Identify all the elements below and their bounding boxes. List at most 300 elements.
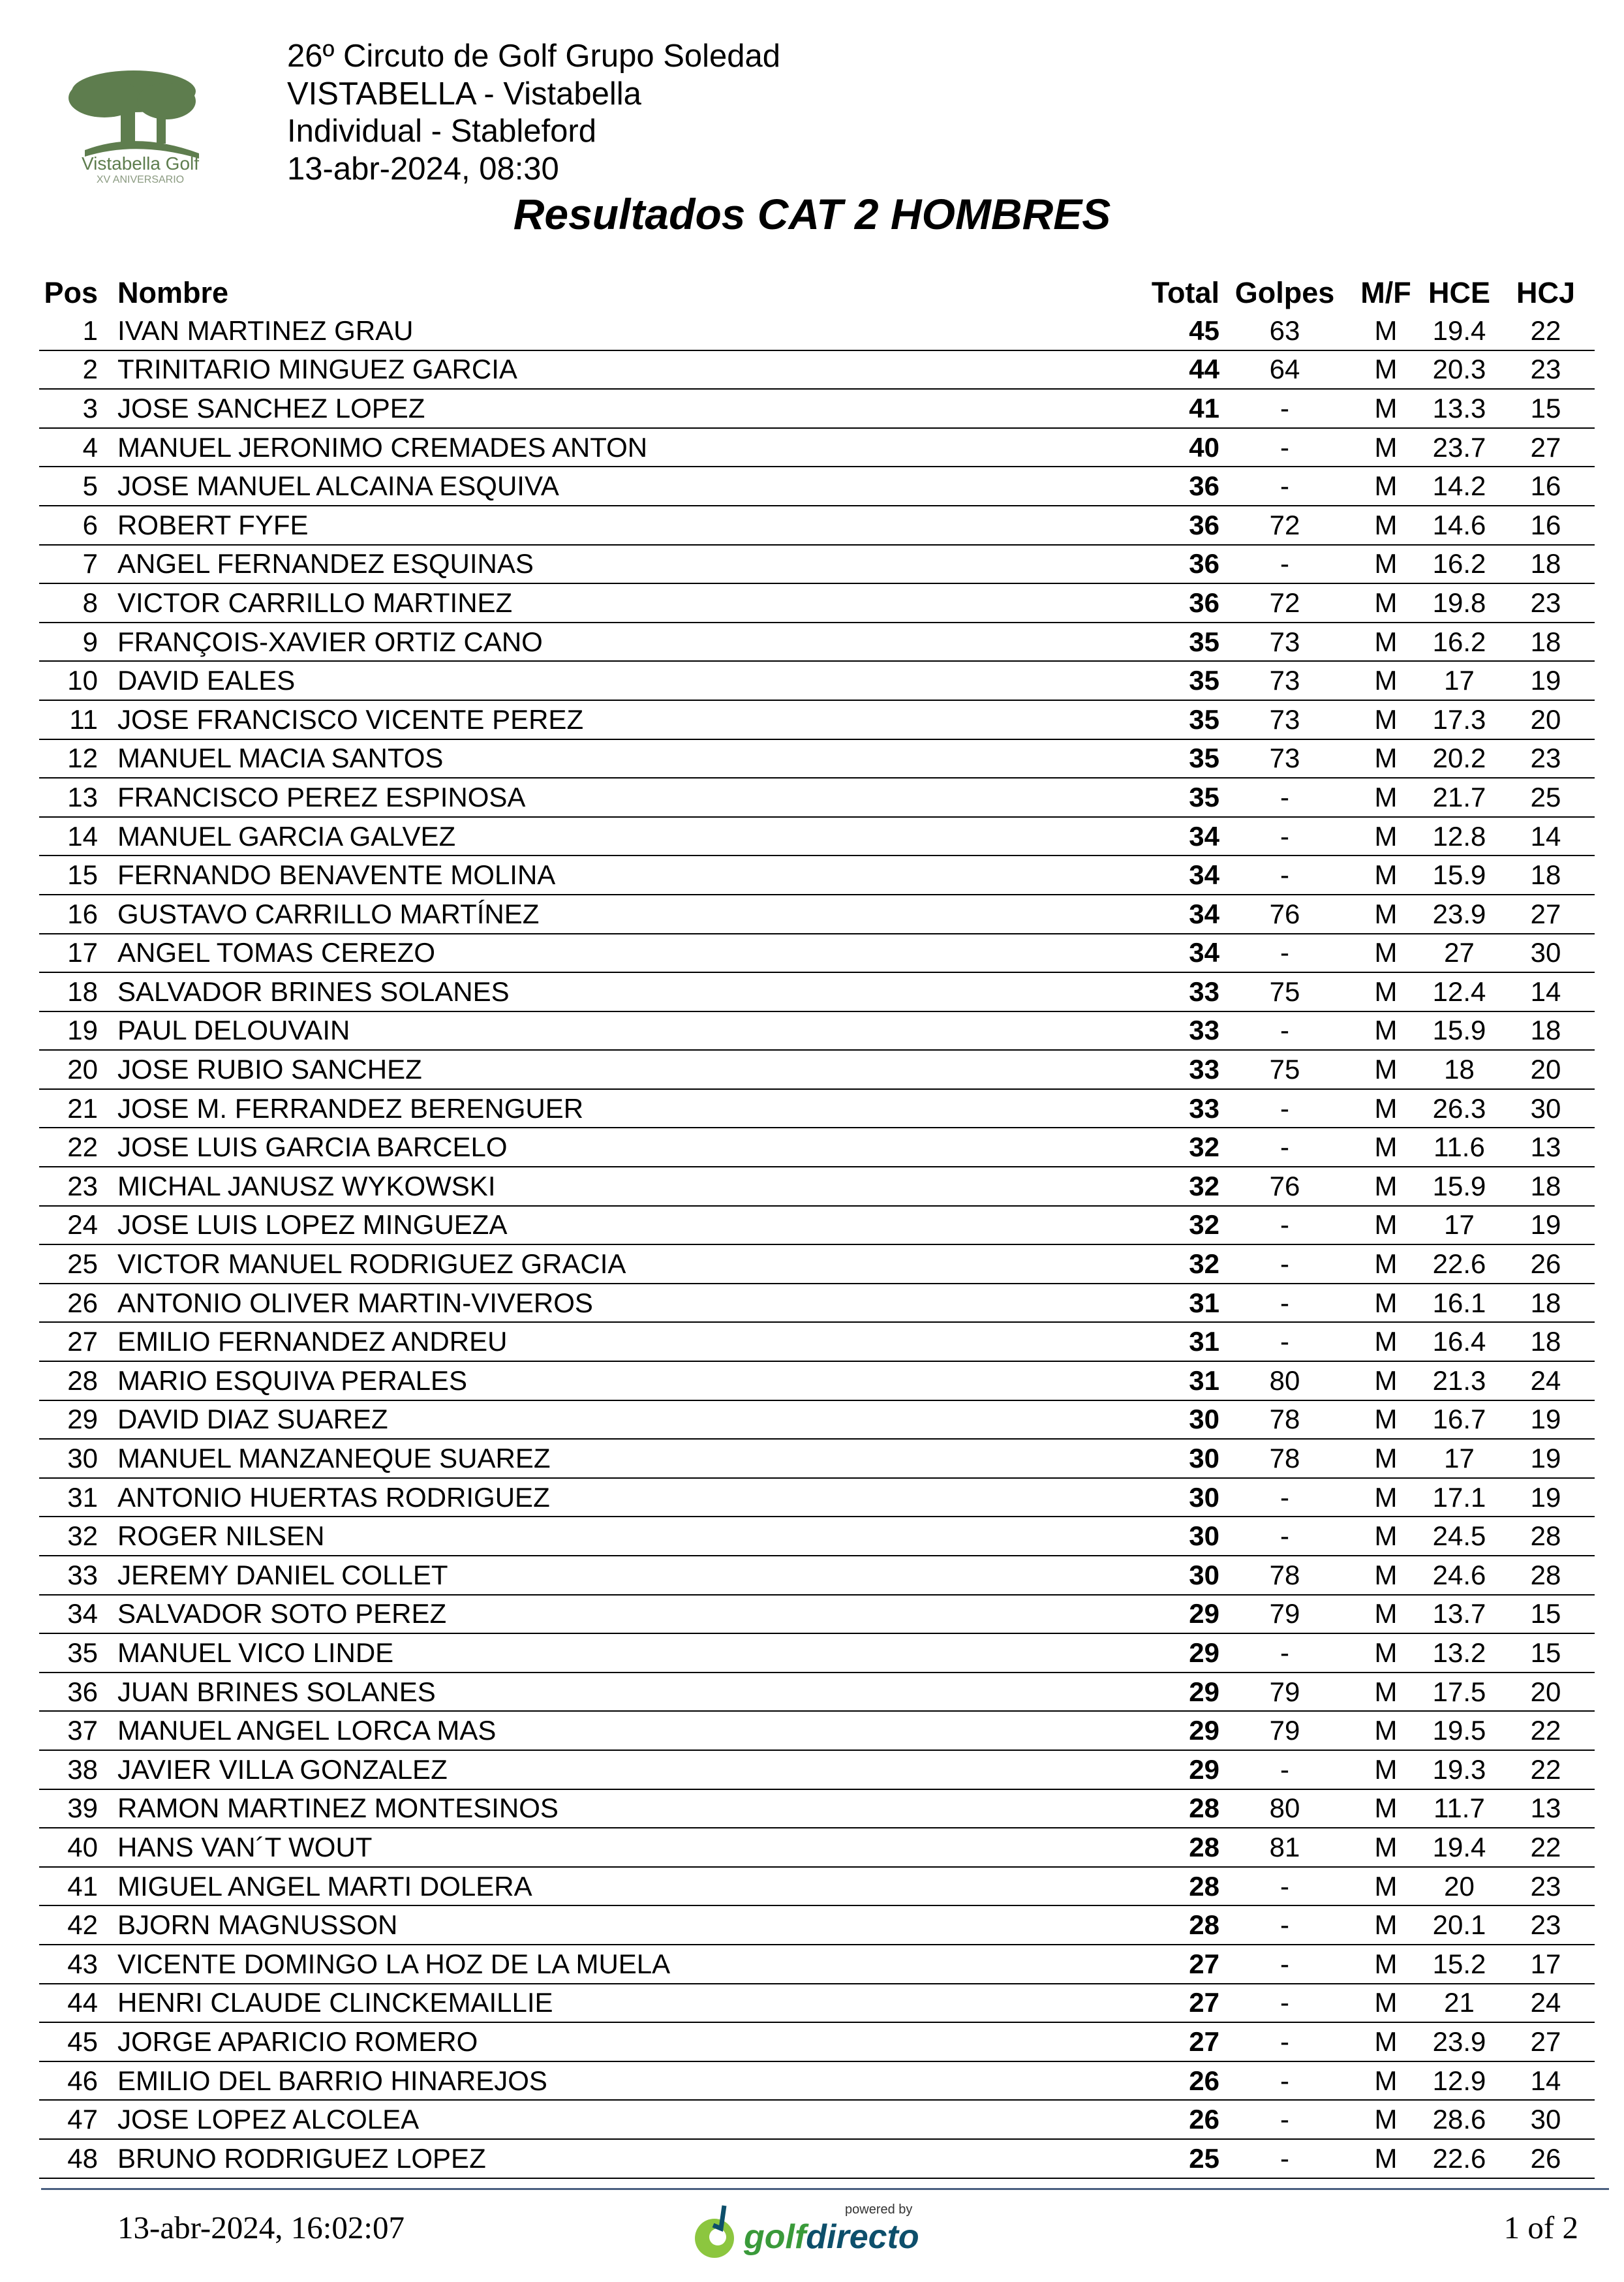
cell-hcj: 15 — [1497, 389, 1595, 428]
cell-hcj: 18 — [1497, 1284, 1595, 1323]
cell-hce: 22.6 — [1422, 1244, 1497, 1284]
cell-pos: 5 — [39, 467, 98, 506]
table-row — [39, 545, 1595, 584]
cell-total: 35 — [1135, 739, 1219, 779]
cell-hce: 15.9 — [1422, 1011, 1497, 1051]
cell-golpes: 78 — [1219, 1439, 1350, 1478]
cell-nombre: JOSE RUBIO SANCHEZ — [98, 1050, 1135, 1089]
cell-pos: 41 — [39, 1867, 98, 1906]
cell-hcj: 28 — [1497, 1517, 1595, 1556]
cell-pos: 46 — [39, 2061, 98, 2101]
cell-hcj: 14 — [1497, 2061, 1595, 2101]
cell-total: 32 — [1135, 1128, 1219, 1167]
cell-total: 33 — [1135, 972, 1219, 1011]
cell-total: 40 — [1135, 428, 1219, 467]
cell-total: 26 — [1135, 2100, 1219, 2139]
cell-total: 33 — [1135, 1050, 1219, 1089]
cell-hce: 17 — [1422, 1206, 1497, 1245]
cell-hcj: 19 — [1497, 1206, 1595, 1245]
cell-total: 27 — [1135, 2022, 1219, 2061]
cell-mf: M — [1350, 739, 1422, 779]
table-row — [39, 1322, 1595, 1361]
cell-pos: 31 — [39, 1478, 98, 1517]
cell-pos: 9 — [39, 623, 98, 662]
cell-hce: 21.7 — [1422, 778, 1497, 817]
cell-nombre: PAUL DELOUVAIN — [98, 1011, 1135, 1051]
cell-total: 36 — [1135, 545, 1219, 584]
cell-hcj: 28 — [1497, 1556, 1595, 1595]
cell-mf: M — [1350, 700, 1422, 739]
cell-hcj: 13 — [1497, 1128, 1595, 1167]
cell-hcj: 24 — [1497, 1361, 1595, 1400]
cell-nombre: DAVID EALES — [98, 661, 1135, 700]
cell-total: 35 — [1135, 778, 1219, 817]
cell-hce: 20.3 — [1422, 350, 1497, 390]
cell-hce: 12.8 — [1422, 817, 1497, 856]
cell-hce: 24.5 — [1422, 1517, 1497, 1556]
cell-pos: 12 — [39, 739, 98, 779]
cell-hce: 19.3 — [1422, 1750, 1497, 1789]
cell-nombre: MARIO ESQUIVA PERALES — [98, 1361, 1135, 1400]
cell-hcj: 14 — [1497, 817, 1595, 856]
cell-pos: 8 — [39, 583, 98, 623]
cell-hcj: 23 — [1497, 350, 1595, 390]
cell-pos: 11 — [39, 700, 98, 739]
cell-mf: M — [1350, 1167, 1422, 1206]
cell-nombre: ANTONIO HUERTAS RODRIGUEZ — [98, 1478, 1135, 1517]
cell-golpes: - — [1219, 817, 1350, 856]
cell-total: 34 — [1135, 934, 1219, 973]
cell-golpes: - — [1219, 1867, 1350, 1906]
cell-pos: 2 — [39, 350, 98, 390]
cell-pos: 45 — [39, 2022, 98, 2061]
cell-mf: M — [1350, 389, 1422, 428]
cell-nombre: ANGEL TOMAS CEREZO — [98, 934, 1135, 973]
cell-nombre: JAVIER VILLA GONZALEZ — [98, 1750, 1135, 1789]
cell-golpes: 73 — [1219, 739, 1350, 779]
cell-total: 28 — [1135, 1828, 1219, 1867]
cell-hcj: 23 — [1497, 1905, 1595, 1945]
cell-hce: 13.2 — [1422, 1633, 1497, 1673]
cell-hce: 22.6 — [1422, 2139, 1497, 2178]
cell-hce: 11.6 — [1422, 1128, 1497, 1167]
cell-total: 29 — [1135, 1633, 1219, 1673]
cell-golpes: - — [1219, 1478, 1350, 1517]
cell-pos: 33 — [39, 1556, 98, 1595]
cell-total: 29 — [1135, 1711, 1219, 1750]
cell-hcj: 19 — [1497, 1439, 1595, 1478]
cell-mf: M — [1350, 895, 1422, 934]
cell-mf: M — [1350, 934, 1422, 973]
cell-nombre: IVAN MARTINEZ GRAU — [98, 312, 1135, 350]
cell-nombre: MANUEL GARCIA GALVEZ — [98, 817, 1135, 856]
cell-nombre: BRUNO RODRIGUEZ LOPEZ — [98, 2139, 1135, 2178]
cell-golpes: - — [1219, 389, 1350, 428]
cell-pos: 23 — [39, 1167, 98, 1206]
cell-golpes: 81 — [1219, 1828, 1350, 1867]
cell-total: 30 — [1135, 1478, 1219, 1517]
cell-golpes: - — [1219, 1984, 1350, 2023]
cell-hce: 12.4 — [1422, 972, 1497, 1011]
cell-nombre: JOSE MANUEL ALCAINA ESQUIVA — [98, 467, 1135, 506]
cell-total: 34 — [1135, 856, 1219, 895]
cell-hce: 28.6 — [1422, 2100, 1497, 2139]
cell-mf: M — [1350, 1206, 1422, 1245]
cell-mf: M — [1350, 1595, 1422, 1634]
table-row — [39, 1789, 1595, 1828]
cell-total: 29 — [1135, 1673, 1219, 1712]
cell-golpes: - — [1219, 467, 1350, 506]
table-row — [39, 1089, 1595, 1128]
cell-pos: 26 — [39, 1284, 98, 1323]
cell-mf: M — [1350, 2100, 1422, 2139]
cell-hce: 24.6 — [1422, 1556, 1497, 1595]
cell-golpes: - — [1219, 1633, 1350, 1673]
cell-golpes: 80 — [1219, 1361, 1350, 1400]
cell-nombre: VICENTE DOMINGO LA HOZ DE LA MUELA — [98, 1945, 1135, 1984]
cell-hcj: 30 — [1497, 934, 1595, 973]
cell-mf: M — [1350, 350, 1422, 390]
cell-mf: M — [1350, 1633, 1422, 1673]
cell-total: 36 — [1135, 467, 1219, 506]
cell-hce: 17.5 — [1422, 1673, 1497, 1712]
cell-pos: 1 — [39, 312, 98, 350]
cell-hce: 14.6 — [1422, 506, 1497, 545]
print-timestamp: 13-abr-2024, 16:02:07 — [117, 2210, 405, 2245]
course-name: VISTABELLA - Vistabella — [287, 76, 641, 112]
table-row — [39, 1284, 1595, 1323]
cell-nombre: SALVADOR BRINES SOLANES — [98, 972, 1135, 1011]
cell-hcj: 18 — [1497, 1167, 1595, 1206]
table-row — [39, 1244, 1595, 1284]
cell-hce: 19.4 — [1422, 1828, 1497, 1867]
cell-golpes: - — [1219, 1284, 1350, 1323]
col-hcj: HCJ — [1516, 276, 1576, 309]
cell-golpes: 76 — [1219, 895, 1350, 934]
footer-divider — [41, 2188, 1609, 2190]
cell-nombre: ROBERT FYFE — [98, 506, 1135, 545]
cell-hce: 13.7 — [1422, 1595, 1497, 1634]
cell-golpes: - — [1219, 856, 1350, 895]
table-row — [39, 350, 1595, 390]
cell-total: 35 — [1135, 700, 1219, 739]
cell-hcj: 14 — [1497, 972, 1595, 1011]
cell-total: 32 — [1135, 1206, 1219, 1245]
cell-hce: 15.9 — [1422, 856, 1497, 895]
cell-golpes: - — [1219, 1244, 1350, 1284]
col-mf: M/F — [1360, 276, 1411, 309]
cell-hcj: 30 — [1497, 2100, 1595, 2139]
cell-hcj: 17 — [1497, 1945, 1595, 1984]
table-row — [39, 2061, 1595, 2101]
table-row — [39, 1439, 1595, 1478]
cell-hce: 21 — [1422, 1984, 1497, 2023]
cell-hce: 16.2 — [1422, 623, 1497, 662]
cell-nombre: JORGE APARICIO ROMERO — [98, 2022, 1135, 2061]
cell-nombre: GUSTAVO CARRILLO MARTÍNEZ — [98, 895, 1135, 934]
table-row — [39, 1361, 1595, 1400]
cell-mf: M — [1350, 1905, 1422, 1945]
table-row — [39, 778, 1595, 817]
cell-hce: 17 — [1422, 661, 1497, 700]
cell-mf: M — [1350, 1867, 1422, 1906]
cell-mf: M — [1350, 1945, 1422, 1984]
table-row — [39, 1011, 1595, 1051]
cell-hce: 20 — [1422, 1867, 1497, 1906]
table-row — [39, 1556, 1595, 1595]
cell-total: 33 — [1135, 1011, 1219, 1051]
cell-hcj: 27 — [1497, 2022, 1595, 2061]
cell-nombre: BJORN MAGNUSSON — [98, 1905, 1135, 1945]
cell-hce: 16.4 — [1422, 1322, 1497, 1361]
cell-mf: M — [1350, 972, 1422, 1011]
cell-hce: 19.4 — [1422, 312, 1497, 350]
table-row — [39, 1050, 1595, 1089]
cell-nombre: ROGER NILSEN — [98, 1517, 1135, 1556]
cell-mf: M — [1350, 1750, 1422, 1789]
table-row — [39, 934, 1595, 973]
cell-pos: 22 — [39, 1128, 98, 1167]
cell-golpes: - — [1219, 1905, 1350, 1945]
cell-mf: M — [1350, 1361, 1422, 1400]
cell-total: 27 — [1135, 1945, 1219, 1984]
game-format: Individual - Stableford — [287, 114, 596, 149]
cell-total: 32 — [1135, 1244, 1219, 1284]
cell-nombre: MANUEL JERONIMO CREMADES ANTON — [98, 428, 1135, 467]
table-row — [39, 895, 1595, 934]
cell-nombre: SALVADOR SOTO PEREZ — [98, 1595, 1135, 1634]
cell-mf: M — [1350, 1984, 1422, 2023]
cell-golpes: - — [1219, 428, 1350, 467]
cell-total: 29 — [1135, 1595, 1219, 1634]
table-row — [39, 700, 1595, 739]
cell-nombre: MANUEL ANGEL LORCA MAS — [98, 1711, 1135, 1750]
cell-mf: M — [1350, 1711, 1422, 1750]
cell-nombre: TRINITARIO MINGUEZ GARCIA — [98, 350, 1135, 390]
cell-golpes: - — [1219, 1945, 1350, 1984]
cell-nombre: VICTOR MANUEL RODRIGUEZ GRACIA — [98, 1244, 1135, 1284]
cell-total: 41 — [1135, 389, 1219, 428]
cell-hcj: 23 — [1497, 1867, 1595, 1906]
cell-hcj: 18 — [1497, 1011, 1595, 1051]
cell-nombre: FERNANDO BENAVENTE MOLINA — [98, 856, 1135, 895]
cell-total: 31 — [1135, 1361, 1219, 1400]
cell-total: 25 — [1135, 2139, 1219, 2178]
cell-pos: 28 — [39, 1361, 98, 1400]
cell-mf: M — [1350, 1400, 1422, 1440]
table-row — [39, 1206, 1595, 1245]
cell-hce: 11.7 — [1422, 1789, 1497, 1828]
table-row — [39, 1828, 1595, 1867]
cell-total: 28 — [1135, 1789, 1219, 1828]
cell-golpes: - — [1219, 2022, 1350, 2061]
cell-golpes: - — [1219, 1750, 1350, 1789]
cell-mf: M — [1350, 778, 1422, 817]
cell-total: 32 — [1135, 1167, 1219, 1206]
table-row — [39, 1673, 1595, 1712]
cell-golpes: - — [1219, 1011, 1350, 1051]
cell-pos: 47 — [39, 2100, 98, 2139]
cell-hcj: 30 — [1497, 1089, 1595, 1128]
cell-hcj: 16 — [1497, 467, 1595, 506]
cell-total: 33 — [1135, 1089, 1219, 1128]
cell-nombre: EMILIO DEL BARRIO HINAREJOS — [98, 2061, 1135, 2101]
cell-pos: 43 — [39, 1945, 98, 1984]
page-title: Resultados CAT 2 HOMBRES — [513, 190, 1111, 238]
cell-pos: 14 — [39, 817, 98, 856]
cell-golpes: - — [1219, 1322, 1350, 1361]
cell-nombre: MICHAL JANUSZ WYKOWSKI — [98, 1167, 1135, 1206]
cell-mf: M — [1350, 1128, 1422, 1167]
cell-mf: M — [1350, 2061, 1422, 2101]
cell-hcj: 13 — [1497, 1789, 1595, 1828]
col-hce: HCE — [1428, 276, 1490, 309]
svg-text:XV ANIVERSARIO: XV ANIVERSARIO — [96, 174, 185, 185]
cell-hcj: 23 — [1497, 583, 1595, 623]
cell-total: 30 — [1135, 1517, 1219, 1556]
cell-golpes: 79 — [1219, 1595, 1350, 1634]
cell-pos: 18 — [39, 972, 98, 1011]
cell-pos: 29 — [39, 1400, 98, 1440]
cell-total: 34 — [1135, 895, 1219, 934]
cell-pos: 30 — [39, 1439, 98, 1478]
cell-golpes: 76 — [1219, 1167, 1350, 1206]
cell-nombre: MANUEL MANZANEQUE SUAREZ — [98, 1439, 1135, 1478]
cell-nombre: JOSE LUIS LOPEZ MINGUEZA — [98, 1206, 1135, 1245]
cell-hcj: 19 — [1497, 1400, 1595, 1440]
cell-mf: M — [1350, 1517, 1422, 1556]
cell-golpes: 79 — [1219, 1711, 1350, 1750]
cell-total: 26 — [1135, 2061, 1219, 2101]
cell-pos: 40 — [39, 1828, 98, 1867]
cell-nombre: EMILIO FERNANDEZ ANDREU — [98, 1322, 1135, 1361]
cell-nombre: RAMON MARTINEZ MONTESINOS — [98, 1789, 1135, 1828]
cell-pos: 16 — [39, 895, 98, 934]
cell-hce: 20.1 — [1422, 1905, 1497, 1945]
cell-mf: M — [1350, 817, 1422, 856]
cell-hcj: 23 — [1497, 739, 1595, 779]
cell-total: 27 — [1135, 1984, 1219, 2023]
cell-total: 31 — [1135, 1284, 1219, 1323]
svg-text:Vistabella Golf: Vistabella Golf — [81, 153, 200, 174]
cell-nombre: JOSE SANCHEZ LOPEZ — [98, 389, 1135, 428]
cell-hcj: 25 — [1497, 778, 1595, 817]
cell-pos: 7 — [39, 545, 98, 584]
cell-golpes: - — [1219, 1206, 1350, 1245]
cell-nombre: JUAN BRINES SOLANES — [98, 1673, 1135, 1712]
cell-hcj: 22 — [1497, 1711, 1595, 1750]
cell-mf: M — [1350, 1244, 1422, 1284]
cell-total: 30 — [1135, 1556, 1219, 1595]
table-row — [39, 623, 1595, 662]
cell-pos: 38 — [39, 1750, 98, 1789]
cell-nombre: JOSE LUIS GARCIA BARCELO — [98, 1128, 1135, 1167]
cell-nombre: JOSE FRANCISCO VICENTE PEREZ — [98, 700, 1135, 739]
golfdirecto-logo — [688, 2193, 923, 2264]
cell-total: 29 — [1135, 1750, 1219, 1789]
table-row — [39, 739, 1595, 779]
cell-hcj: 22 — [1497, 1828, 1595, 1867]
cell-hce: 16.1 — [1422, 1284, 1497, 1323]
cell-hcj: 18 — [1497, 623, 1595, 662]
col-total: Total — [1151, 276, 1219, 309]
table-row — [39, 1867, 1595, 1906]
cell-mf: M — [1350, 583, 1422, 623]
cell-mf: M — [1350, 2139, 1422, 2178]
cell-golpes: 80 — [1219, 1789, 1350, 1828]
cell-hcj: 26 — [1497, 1244, 1595, 1284]
cell-mf: M — [1350, 1011, 1422, 1051]
table-row — [39, 661, 1595, 700]
event-info — [287, 38, 780, 188]
cell-total: 36 — [1135, 583, 1219, 623]
cell-pos: 37 — [39, 1711, 98, 1750]
cell-pos: 48 — [39, 2139, 98, 2178]
table-row — [39, 389, 1595, 428]
cell-pos: 39 — [39, 1789, 98, 1828]
table-row — [39, 506, 1595, 545]
table-row — [39, 1945, 1595, 1984]
cell-total: 30 — [1135, 1400, 1219, 1440]
cell-hcj: 18 — [1497, 1322, 1595, 1361]
cell-hce: 14.2 — [1422, 467, 1497, 506]
cell-hce: 19.8 — [1422, 583, 1497, 623]
cell-pos: 25 — [39, 1244, 98, 1284]
cell-hcj: 19 — [1497, 1478, 1595, 1517]
event-date: 13-abr-2024, 08:30 — [287, 151, 559, 187]
cell-nombre: ANGEL FERNANDEZ ESQUINAS — [98, 545, 1135, 584]
cell-pos: 6 — [39, 506, 98, 545]
cell-hce: 13.3 — [1422, 389, 1497, 428]
cell-golpes: 73 — [1219, 623, 1350, 662]
cell-golpes: 73 — [1219, 661, 1350, 700]
cell-mf: M — [1350, 2022, 1422, 2061]
cell-total: 35 — [1135, 623, 1219, 662]
table-row — [39, 2100, 1595, 2139]
table-row — [39, 1517, 1595, 1556]
cell-hce: 15.9 — [1422, 1167, 1497, 1206]
svg-text:powered by: powered by — [845, 2202, 913, 2217]
cell-nombre: ANTONIO OLIVER MARTIN-VIVEROS — [98, 1284, 1135, 1323]
cell-hcj: 15 — [1497, 1633, 1595, 1673]
cell-pos: 42 — [39, 1905, 98, 1945]
cell-pos: 20 — [39, 1050, 98, 1089]
cell-pos: 21 — [39, 1089, 98, 1128]
cell-hce: 23.9 — [1422, 895, 1497, 934]
cell-total: 35 — [1135, 661, 1219, 700]
cell-nombre: VICTOR CARRILLO MARTINEZ — [98, 583, 1135, 623]
cell-pos: 34 — [39, 1595, 98, 1634]
cell-pos: 27 — [39, 1322, 98, 1361]
cell-hcj: 22 — [1497, 312, 1595, 350]
cell-mf: M — [1350, 1789, 1422, 1828]
cell-pos: 19 — [39, 1011, 98, 1051]
cell-golpes: 64 — [1219, 350, 1350, 390]
cell-nombre: JEREMY DANIEL COLLET — [98, 1556, 1135, 1595]
cell-total: 30 — [1135, 1439, 1219, 1478]
cell-pos: 10 — [39, 661, 98, 700]
cell-hce: 26.3 — [1422, 1089, 1497, 1128]
cell-total: 36 — [1135, 506, 1219, 545]
table-row — [39, 1905, 1595, 1945]
cell-nombre: JOSE LOPEZ ALCOLEA — [98, 2100, 1135, 2139]
table-row — [39, 1400, 1595, 1440]
cell-hce: 20.2 — [1422, 739, 1497, 779]
cell-mf: M — [1350, 467, 1422, 506]
cell-total: 34 — [1135, 817, 1219, 856]
cell-hce: 21.3 — [1422, 1361, 1497, 1400]
cell-golpes: - — [1219, 1128, 1350, 1167]
